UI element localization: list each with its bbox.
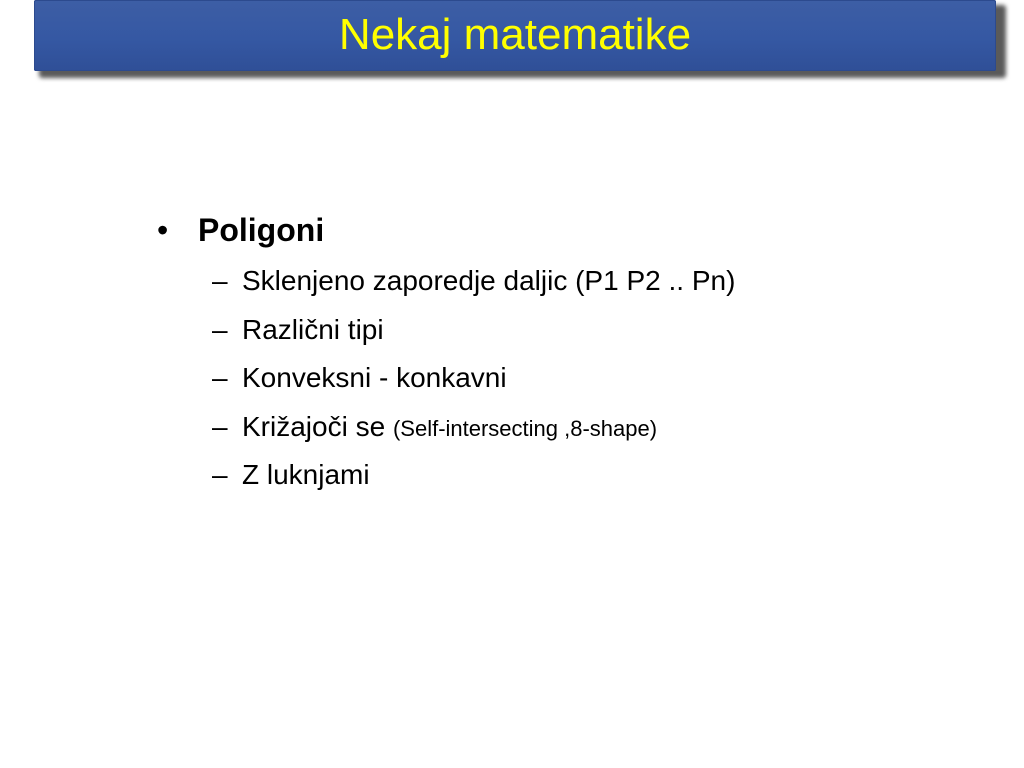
slide-title: Nekaj matematike bbox=[338, 10, 692, 59]
sub-bullet-note: (Self-intersecting ,8-shape) bbox=[392, 415, 658, 441]
sub-bullet-text: Različni tipi bbox=[242, 313, 384, 345]
sub-bullet-item bbox=[157, 455, 977, 504]
sub-bullet-text: Konveksni - konkavni bbox=[242, 362, 507, 393]
dash-marker: – bbox=[212, 265, 228, 296]
bullet-marker: • bbox=[157, 212, 169, 248]
dash-marker: – bbox=[212, 459, 228, 490]
sub-bullet-text: Sklenjeno zaporedje daljic (P1 P2 .. Pn) bbox=[242, 265, 736, 296]
sub-bullet-list bbox=[157, 261, 977, 504]
main-bullet-label: Poligoni bbox=[198, 212, 325, 248]
sub-bullet-item bbox=[157, 310, 977, 359]
dash-marker: – bbox=[212, 410, 228, 442]
dash-marker: – bbox=[212, 362, 228, 393]
sub-bullet-main-text: Križajoči se bbox=[242, 410, 386, 442]
dash-marker: – bbox=[212, 313, 228, 345]
sub-bullet-text bbox=[242, 407, 657, 449]
sub-bullet-text: Z luknjami bbox=[242, 459, 370, 490]
sub-bullet-item bbox=[157, 407, 977, 456]
sub-bullet-item bbox=[157, 358, 977, 407]
sub-bullet-item bbox=[157, 261, 977, 310]
slide-content bbox=[157, 208, 977, 504]
main-bullet-item bbox=[157, 208, 977, 252]
